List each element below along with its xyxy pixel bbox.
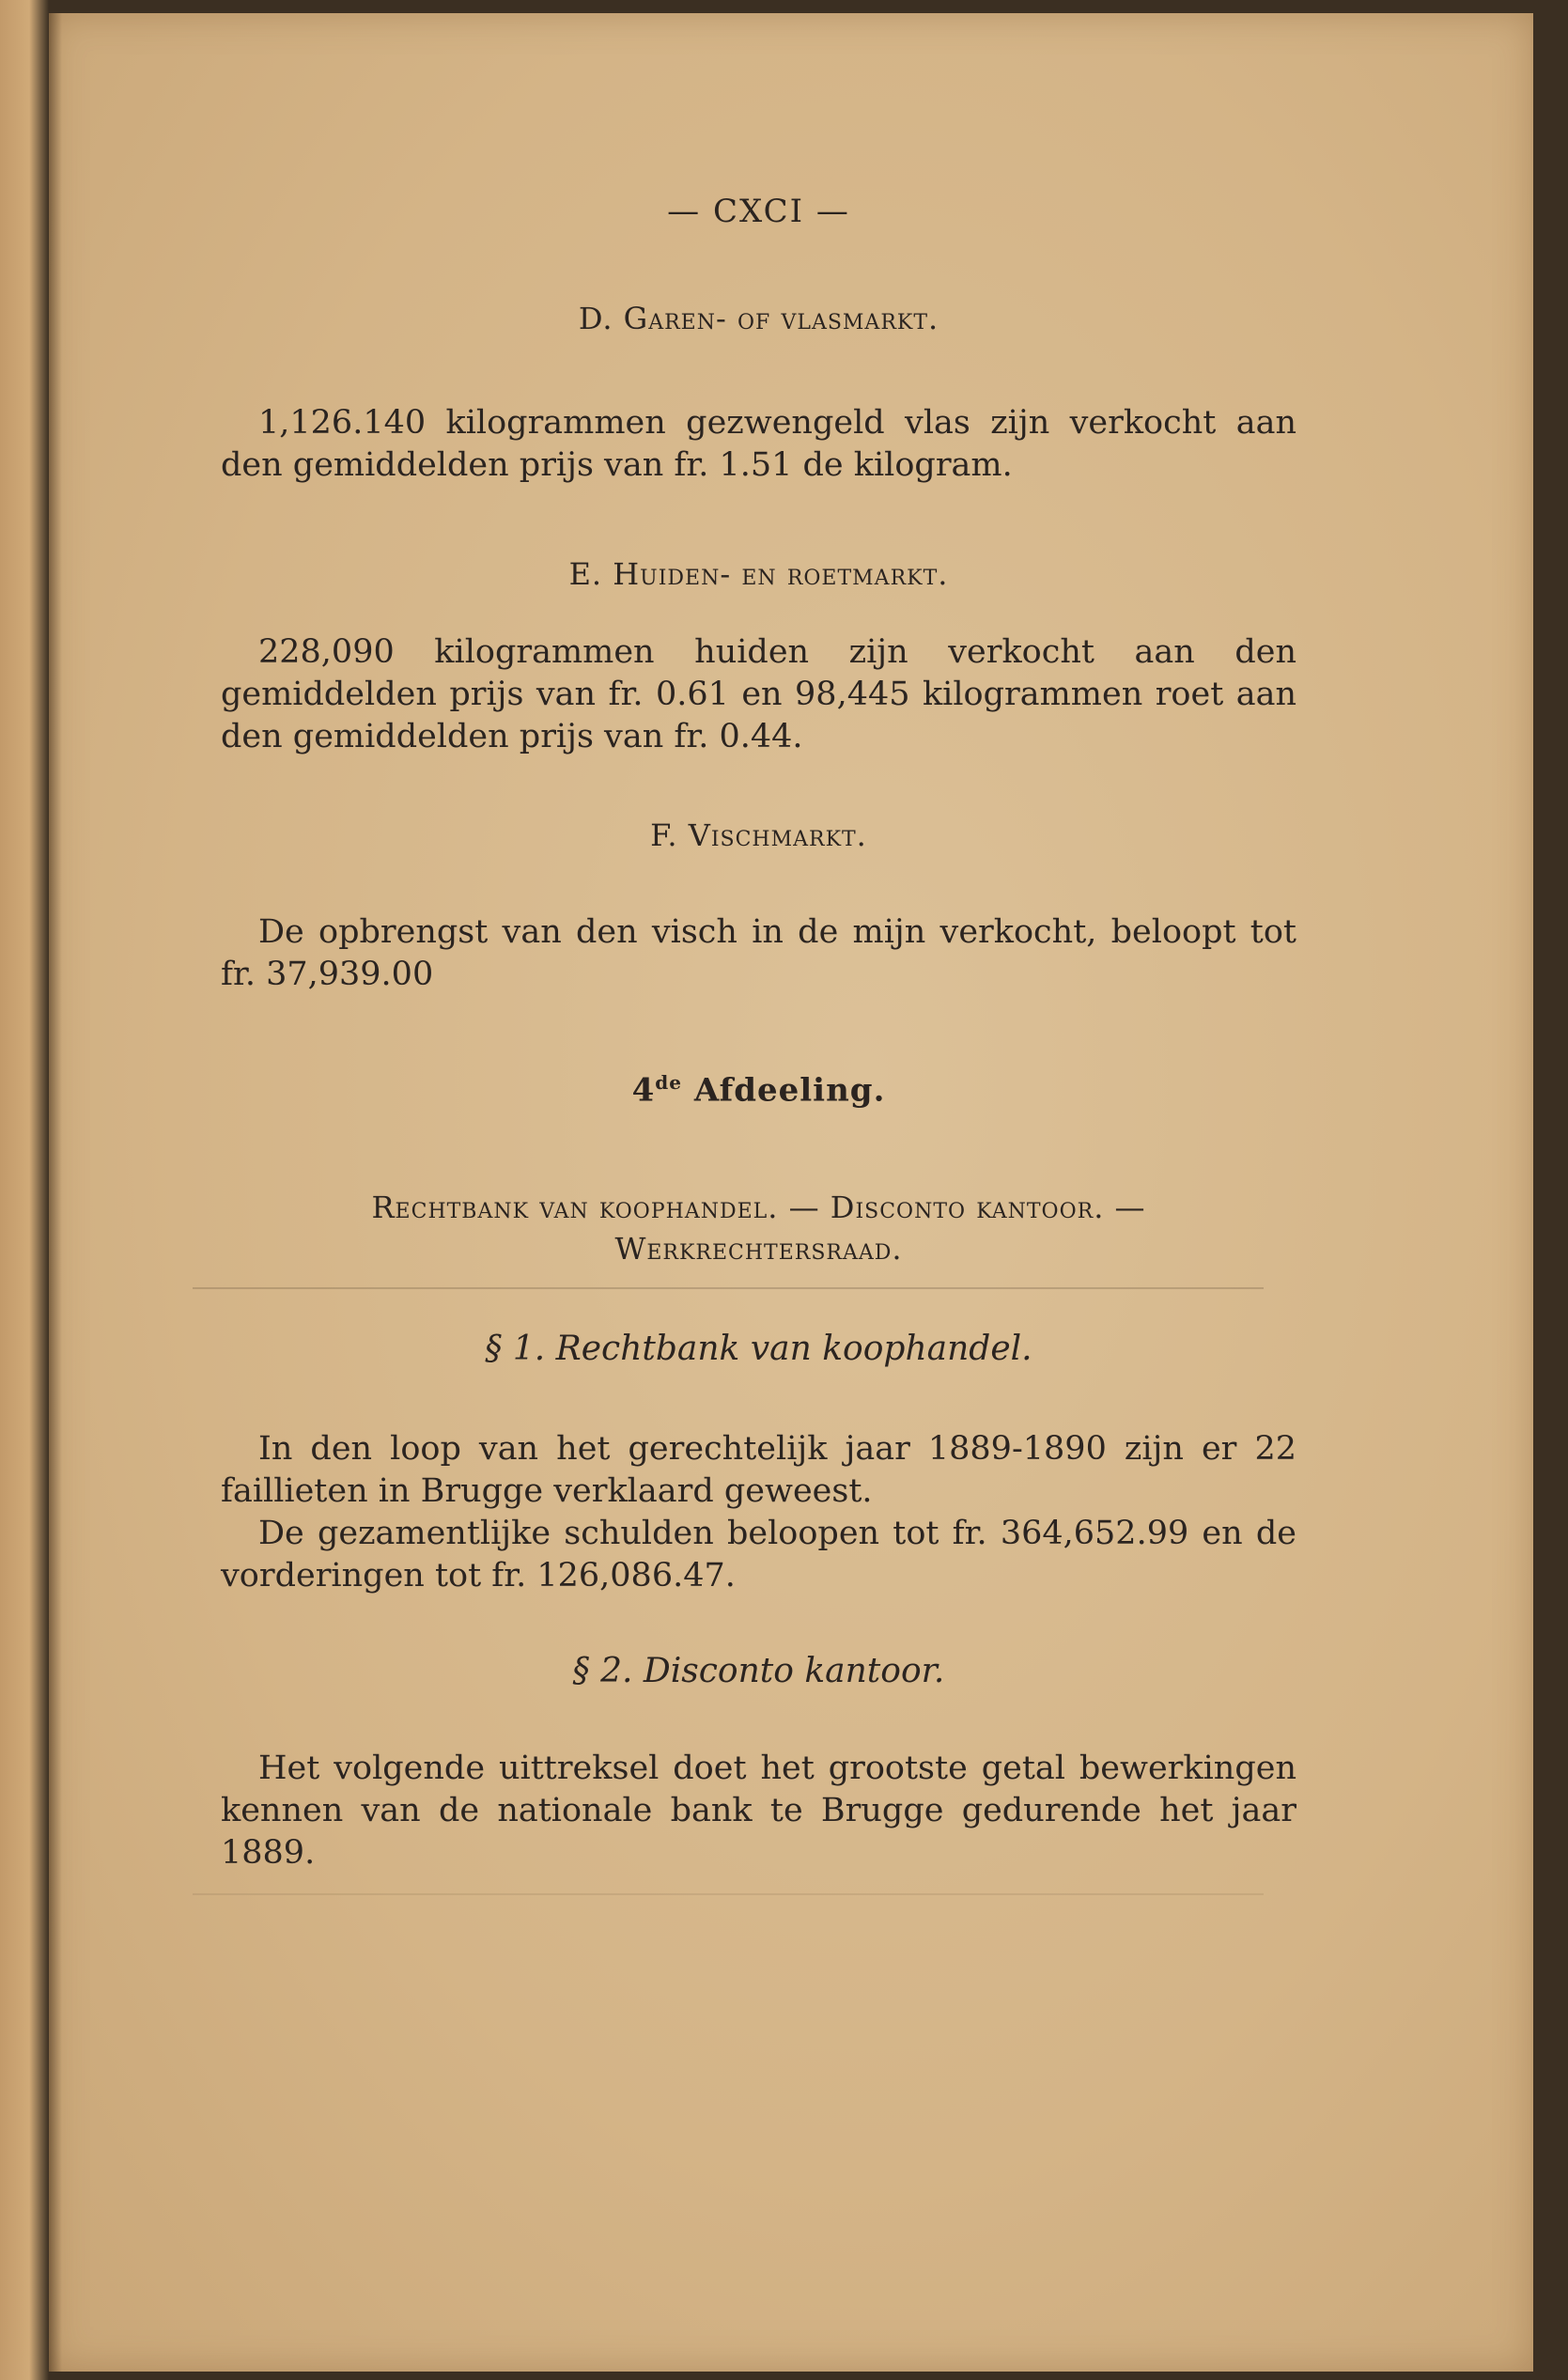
subsection-title-1 [221,1330,1296,1368]
paragraph: In den loop van het gerechtelijk jaar 1889-1890 zijn er 22 faillieten in Brugge verklaard geweest. [221,1430,1296,1510]
division-heading-line2: Werkrechtersraad. [614,1231,903,1267]
paragraph: 1,126.140 kilogrammen gezwengeld vlas zijn verkocht aan den gemiddelden prijs van fr. 1.51 de kilogram. [221,404,1296,484]
subsection-title-2-text: § 2. Disconto kantoor. [572,1652,945,1690]
section-title-f: F. Vischmarkt. [650,817,867,853]
paragraph: De gezamentlijke schulden beloopen tot fr. 364,652.99 en de vorderingen tot fr. 126,086.47. [221,1515,1296,1594]
division-number: 4 [631,1071,656,1110]
paragraph: Het volgende uittreksel doet het grootste getal bewerkingen kennen van de nationale bank te Brugge gedurende het jaar 1889. [221,1750,1296,1872]
section-f-text [221,911,1296,996]
division-heading-line1: Rechtbank van koophandel. — Disconto kantoor. — [371,1190,1146,1225]
division-label: Afdeeling. [693,1071,886,1110]
page-number: — CXCI — [667,193,850,230]
division-superscript: de [655,1071,682,1094]
page-gutter-shadow [49,13,62,2372]
section-e-text [221,631,1296,758]
subsection-1-text [221,1428,1296,1597]
section-title-d: D. Garen- of vlasmarkt. [578,301,939,336]
paragraph: 228,090 kilogrammen huiden zijn verkocht aan den gemiddelden prijs van fr. 0.61 en 98,445 kilogrammen roet aan den gemiddelden prijs van fr. 0.44. [221,633,1296,755]
paragraph: De opbrengst van den visch in de mijn verkocht, beloopt tot fr. 37,939.00 [221,913,1296,993]
section-d-text [221,402,1296,487]
division-title [221,1071,1296,1109]
subsection-title-2 [221,1652,1296,1690]
facing-page-edge [0,0,49,2380]
subsection-2-text [221,1748,1296,1874]
bleed-through-table [193,1893,1264,2102]
section-title-e: E. Huiden- en roetmarkt. [568,556,949,592]
heading-rule [193,1287,1264,1289]
subsection-title-1-text: § 1. Rechtbank van koophandel. [485,1330,1032,1368]
